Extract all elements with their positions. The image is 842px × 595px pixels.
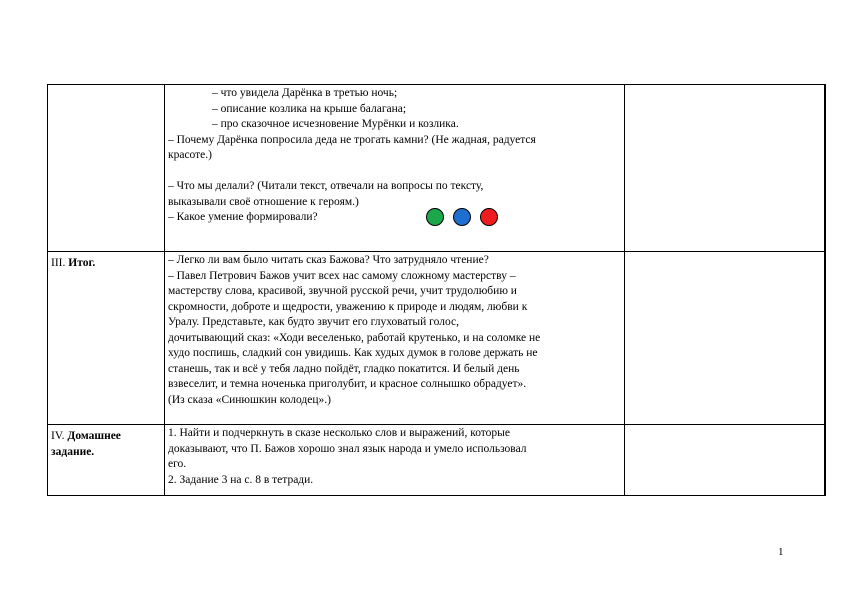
notes-cell — [625, 252, 825, 425]
blank-line — [168, 164, 621, 180]
text-line — [168, 331, 621, 347]
text-line — [168, 426, 621, 442]
text-line — [168, 148, 621, 164]
line-text: – Что мы делали? (Читали текст, отвечали на вопросы по тексту, — [168, 180, 484, 192]
lesson-table — [47, 84, 826, 496]
notes-cell — [625, 425, 825, 496]
stage-cell — [48, 252, 165, 425]
line-text: – описание козлика на крыше балагана; — [212, 102, 407, 115]
text-line — [168, 284, 621, 300]
green-circle[interactable] — [426, 208, 444, 226]
text-line — [168, 457, 621, 473]
stage-title: Домашнее задание. — [51, 430, 121, 458]
extra-cell — [825, 85, 826, 252]
table-body — [48, 85, 826, 496]
text-line — [168, 473, 621, 489]
skill-circles — [426, 208, 498, 226]
red-circle[interactable] — [480, 208, 498, 226]
line-text: худо поспишь, сладкий сон увидишь. Как худых думок в голове держать не — [168, 347, 538, 359]
content-cell — [165, 85, 625, 252]
text-line — [168, 179, 621, 195]
text-line — [168, 377, 621, 393]
table-row — [48, 252, 826, 425]
stage-number: IV. — [51, 430, 68, 442]
line-text: 1. Найти и подчеркнуть в сказе несколько слов и выражений, которые — [168, 427, 511, 439]
line-text: – что увидела Дарёнка в третью ночь; — [212, 87, 398, 99]
line-text: взвеселит, и темна ноченька приголубит, и красное солнышко обрадует». — [168, 378, 527, 390]
line-text: – Почему Дарёнка попросила деда не трогать камни? (Не жадная, радуется — [168, 133, 536, 146]
text-line — [168, 117, 621, 133]
text-line — [168, 442, 621, 458]
line-text: доказывают, что П. Бажов хорошо знал язык народа и умело использовал — [168, 442, 527, 455]
line-text: дочитывающий сказ: «Ходи веселенько, работай крутенько, и на соломке не — [168, 331, 541, 344]
line-text: скромности, доброте и щедрости, уважению к природе и людям, любви к — [168, 300, 528, 313]
text-line — [168, 133, 621, 149]
text-line — [168, 315, 621, 331]
stage-cell — [48, 425, 165, 496]
line-text: Уралу. Представьте, как будто звучит его глуховатый голос, — [168, 316, 459, 328]
text-line — [168, 300, 621, 316]
line-text: красоте.) — [168, 149, 212, 161]
text-line — [168, 210, 621, 226]
line-text: станешь, так и всё у тебя ладно пойдёт, гладко покатится. И белый день — [168, 362, 520, 375]
text-line — [168, 393, 621, 409]
line-text: выказывали своё отношение к героям.) — [168, 195, 359, 208]
text-line — [168, 86, 621, 102]
line-text: его. — [168, 458, 187, 470]
line-text: – Павел Петрович Бажов учит всех нас самому сложному мастерству – — [168, 269, 516, 282]
line-text: (Из сказа «Синюшкин колодец».) — [168, 393, 331, 406]
text-line — [168, 102, 621, 118]
stage-number: III. — [51, 257, 69, 269]
content-cell — [165, 252, 625, 425]
line-text: – Какое умение формировали? — [168, 211, 318, 223]
extra-cell — [825, 425, 826, 496]
table-row — [48, 85, 826, 252]
text-line — [168, 346, 621, 362]
page-number: 1 — [778, 546, 784, 558]
text-line — [168, 195, 621, 211]
text-line — [168, 253, 621, 269]
stage-title: Итог. — [68, 257, 96, 269]
text-line — [168, 362, 621, 378]
line-text: 2. Задание 3 на с. 8 в тетради. — [168, 473, 314, 486]
blue-circle[interactable] — [453, 208, 471, 226]
text-line — [168, 269, 621, 285]
stage-cell — [48, 85, 165, 252]
line-text: – про сказочное исчезновение Мурёнки и козлика. — [212, 118, 459, 130]
notes-cell — [625, 85, 825, 252]
extra-cell — [825, 252, 826, 425]
line-text: мастерству слова, красивой, звучной русской речи, учит трудолюбию и — [168, 285, 517, 297]
line-text: – Легко ли вам было читать сказ Бажова? Что затрудняло чтение? — [168, 254, 489, 266]
content-cell — [165, 425, 625, 496]
table-row — [48, 425, 826, 496]
